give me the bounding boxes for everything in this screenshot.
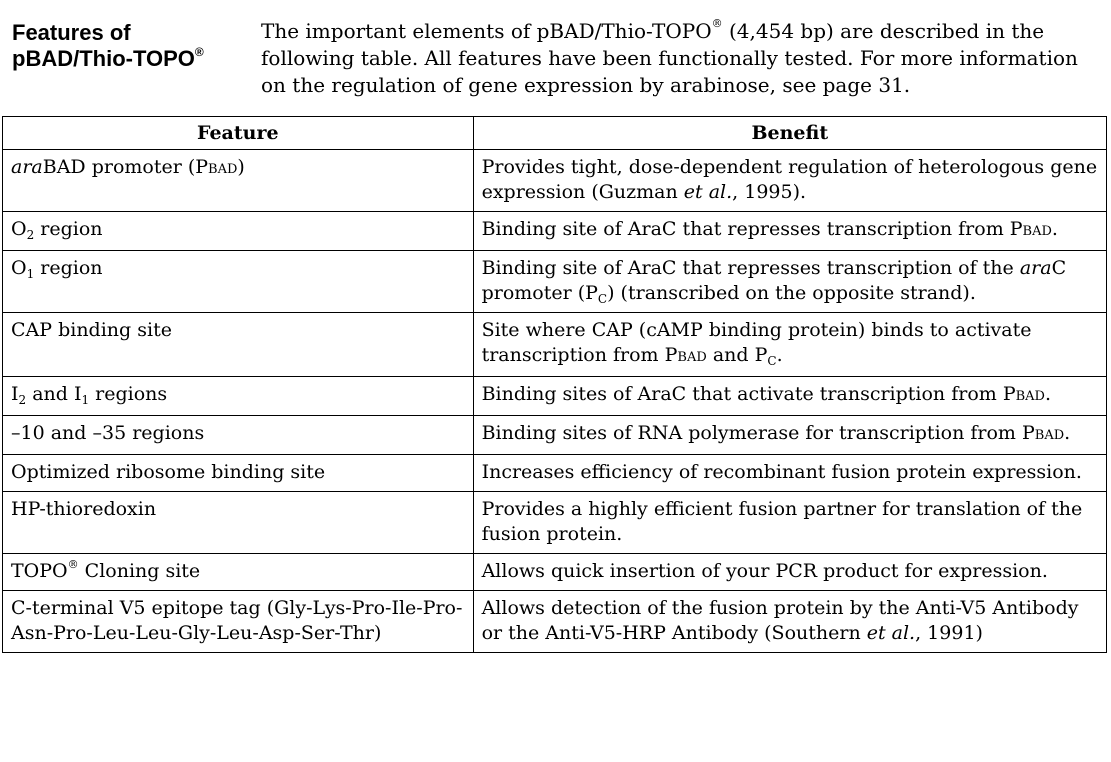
benefit-cell: Allows quick insertion of your PCR product for expression.	[473, 554, 1106, 591]
section-title-line1: Features of	[12, 20, 131, 45]
feature-cell: $O_2$ region	[3, 212, 474, 251]
table-row	[3, 492, 1107, 554]
feature-cell: CAP binding site	[3, 313, 474, 377]
feature-cell: TOPO® Cloning site	[3, 554, 474, 591]
section-header	[12, 18, 1102, 110]
benefit-cell: Binding site of AraC that represses transcription from PBAD.	[473, 212, 1106, 251]
feature-cell: $O_1$ region	[3, 251, 474, 313]
registered-mark: ®	[711, 17, 723, 30]
benefit-cell: Provides a highly efficient fusion partner for translation of the fusion protein.	[473, 492, 1106, 554]
table-row	[3, 455, 1107, 492]
benefit-cell: Provides tight, dose-dependent regulation of heterologous gene expression (Guzman et al., 1995).	[473, 150, 1106, 212]
registered-mark: ®	[67, 558, 79, 571]
section-title	[12, 20, 252, 72]
benefit-cell: Site where CAP (cAMP binding protein) binds to activate transcription from PBAD and $P_C$.	[473, 313, 1106, 377]
benefit-cell: Allows detection of the fusion protein by the Anti-V5 Antibody or the Anti-V5-HRP Antibody (Southern et al., 1991)	[473, 591, 1106, 653]
table-row	[3, 251, 1107, 313]
benefit-cell: Binding sites of AraC that activate transcription from PBAD.	[473, 377, 1106, 416]
benefit-cell: Increases efficiency of recombinant fusion protein expression.	[473, 455, 1106, 492]
column-header-feature: Feature	[3, 117, 474, 150]
benefit-cell: Binding site of AraC that represses transcription of the araC promoter $(P_C)$ (transcribed on the opposite strand).	[473, 251, 1106, 313]
table-row	[3, 313, 1107, 377]
column-header-benefit: Benefit	[473, 117, 1106, 150]
benefit-cell: Binding sites of RNA polymerase for transcription from PBAD.	[473, 416, 1106, 455]
feature-cell: –10 and –35 regions	[3, 416, 474, 455]
registered-mark: ®	[194, 45, 204, 59]
feature-cell: $I_2$ and $I_1$ regions	[3, 377, 474, 416]
table-row	[3, 150, 1107, 212]
features-table	[2, 116, 1107, 653]
feature-cell: araBAD promoter (PBAD)	[3, 150, 474, 212]
table-row	[3, 416, 1107, 455]
feature-cell: Optimized ribosome binding site	[3, 455, 474, 492]
table-header-row	[3, 117, 1107, 150]
feature-cell: HP-thioredoxin	[3, 492, 474, 554]
table-row	[3, 554, 1107, 591]
feature-cell: C-terminal V5 epitope tag (Gly-Lys-Pro-Ile-Pro-Asn-Pro-Leu-Leu-Gly-Leu-Asp-Ser-Thr)	[3, 591, 474, 653]
table-row	[3, 591, 1107, 653]
table-row	[3, 212, 1107, 251]
section-title-line2: pBAD/Thio-TOPO	[12, 46, 195, 71]
intro-paragraph: The important elements of pBAD/Thio-TOPO® (4,454 bp) are described in the following table. All features have been functionally tested. For more information on the regulation of gene expression by arabinose, see page 31.	[261, 17, 1078, 97]
table-row	[3, 377, 1107, 416]
